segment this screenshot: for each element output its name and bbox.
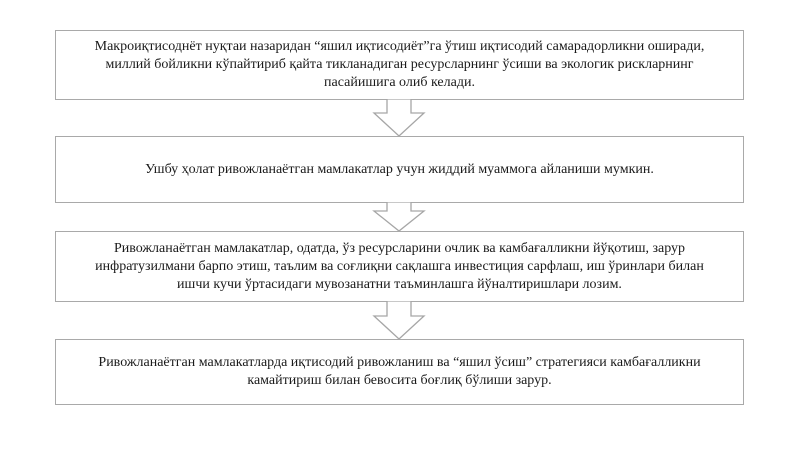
down-arrow-icon bbox=[371, 202, 427, 232]
flow-step-3-text: Ривожланаётган мамлакатлар, одатда, ўз ресурсларини очлик ва камбағалликни йўқотиш, зарур инфратузилмани барпо этиш, таълим ва соғлиқни сақлашга инвестиция сарфлаш, иш ўринлари билан ишчи кучи ўртасидаги мувозанатни таъминлашга йўналтиришлари лозим. bbox=[95, 240, 704, 292]
flow-step-2 bbox=[55, 136, 744, 203]
flow-step-4 bbox=[55, 339, 744, 405]
down-arrow-icon bbox=[371, 99, 427, 137]
flow-step-1-text: Макроиқтисоднёт нуқтаи назаридан “яшил иқтисодиёт”га ўтиш иқтисодий самарадорликни оширади, миллий бойликни кўпайтириб қайта тикланадиган ресурсларнинг ўсиши ва экологик рискларнинг пасайишига олиб келади. bbox=[94, 39, 705, 90]
flow-step-1 bbox=[55, 30, 744, 100]
flow-step-4-text: Ривожланаётган мамлакатларда иқтисодий ривожланиш ва “яшил ўсиш” стратегияси камбағалликни камайтириш билан бевосита боғлиқ бўлиши зарур. bbox=[98, 355, 701, 388]
flow-step-3 bbox=[55, 231, 744, 302]
down-arrow-icon bbox=[371, 301, 427, 340]
flow-step-2-text: Ушбу ҳолат ривожланаётган мамлакатлар учун жиддий муаммога айланиши мумкин. bbox=[145, 161, 654, 177]
